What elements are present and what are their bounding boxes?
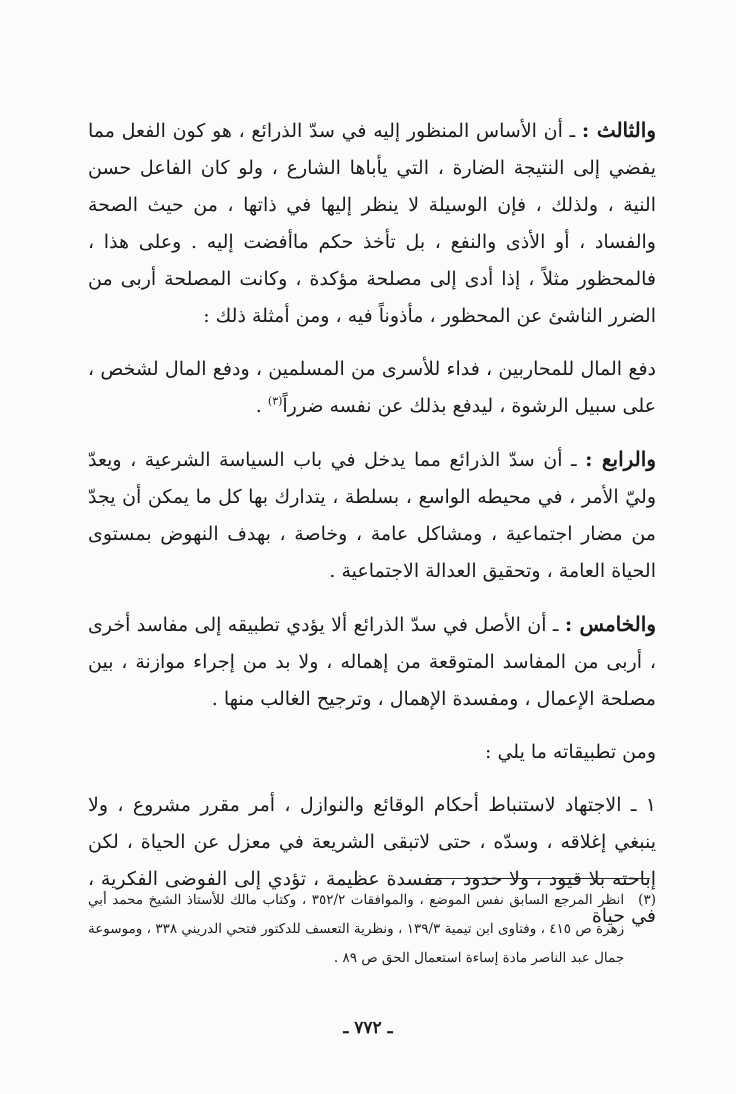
paragraph-example-tail: . (255, 395, 268, 417)
paragraph-example (88, 351, 656, 425)
paragraph-applications-intro (88, 734, 656, 771)
item-one-text: ١ ـ الاجتهاد لاستنباط أحكام الوقائع والنوازل ، أمر مقرر مشروع ، ولا ينبغي إغلاقه ، وسدّه ، حتى لاتبقى الشريعة في معزل عن الحياة ، لكن إباحته بلا قيود ، ولا حدود ، مفسدة عظيمة ، تؤدي إلى الفوضى الفكرية ، في حياة (88, 794, 656, 927)
paragraph-third-lead: والثالث : (581, 118, 656, 142)
paragraph-fifth-lead: والخامس : (564, 612, 656, 636)
footnote-number: (٣) (638, 892, 656, 908)
applications-intro-text: ومن تطبيقاته ما يلي : (485, 741, 656, 763)
paragraph-fourth-text: ـ أن سدّ الذرائع مما يدخل في باب السياسة الشرعية ، ويعدّ وليّ الأمر ، في محيطه الواسع ، بسلطة ، يتدارك بها كل ما يمكن أن يجدّ من مضار اجتماعية ، ومشاكل عامة ، وخاصة ، بهدف النهوض بمستوى الحياة العامة ، وتحقيق العدالة الاجتماعية . (88, 449, 656, 582)
footnote-divider (430, 878, 650, 879)
footnote-text: انظر المرجع السابق نفس الموضع ، والموافقات ٣٥٢/٢ ، وكتاب مالك للأستاذ الشيخ محمد أبي زهرة ص ٤١٥ ، وفتاوى ابن تيمية ١٣٩/٣ ، ونظرية التعسف للدكتور فتحي الدريني ٣٣٨ ، وموسوعة جمال عبد الناصر مادة إساءة استعمال الحق ص ٨٩ . (88, 892, 625, 966)
paragraph-fourth-lead: والرابع : (585, 447, 656, 471)
paragraph-example-text: دفع المال للمحاربين ، فداء للأسرى من المسلمين ، ودفع المال لشخص ، على سبيل الرشوة ، ليدفع بذلك عن نفسه ضرراً (88, 358, 656, 417)
paragraph-third (88, 112, 656, 335)
paragraph-fifth-text: ـ أن الأصل في سدّ الذرائع ألا يؤدي تطبيقه إلى مفاسد أخرى ، أربى من المفاسد المتوقعة من إهماله ، ولا بد من إجراء موازنة ، بين مصلحة الإعمال ، ومفسدة الإهمال ، وترجيح الغالب منها . (88, 614, 656, 710)
footnote-reference[interactable]: (٣) (267, 394, 283, 408)
footnote (88, 886, 656, 973)
paragraph-fourth (88, 441, 656, 590)
paragraph-fifth (88, 606, 656, 718)
page-number: ـ ٧٧٢ ـ (343, 1018, 393, 1038)
paragraph-third-text: ـ أن الأساس المنظور إليه في سدّ الذرائع ، هو كون الفعل مما يفضي إلى النتيجة الضارة ، التي يأباها الشارع ، ولو كان الفاعل حسن النية ، ولذلك ، فإن الوسيلة لا ينظر إليها في ذاتها ، من حيث الصحة والفساد ، أو الأذى والنفع ، بل تأخذ حكم ماأفضت إليه . وعلى هذا ، فالمحظور مثلاً ، إذا أدى إلى مصلحة مؤكدة ، وكانت المصلحة أربى من الضرر الناشئ عن المحظور ، مأذوناً فيه ، ومن أمثلة ذلك : (88, 120, 656, 327)
page-body (88, 112, 656, 951)
